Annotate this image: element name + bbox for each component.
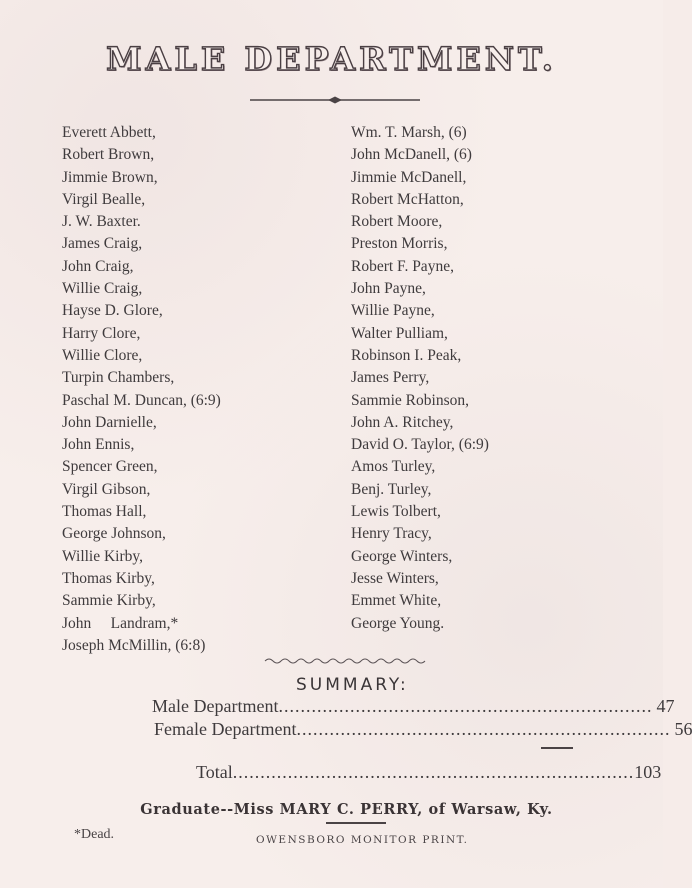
summary-title: SUMMARY: [296,675,409,695]
student-name: Sammie Robinson, [351,391,469,409]
student-name: Paschal M. Duncan, (6:9) [62,391,221,409]
summary-total-count: 103 [634,762,662,782]
summary-row-female [152,719,692,740]
student-name: Thomas Hall, [62,503,147,521]
student-name: Lewis Tolbert, [351,503,441,521]
student-name: Willie Clore, [62,346,143,364]
student-name: Hayse D. Glore, [62,302,163,320]
student-name: Harry Clore, [62,324,141,342]
student-name: John Craig, [62,257,134,275]
student-name: John Darnielle, [62,413,157,431]
dot-leader: .................................................................... [296,719,671,739]
footnote-dead: *Dead. [74,827,115,842]
names-column-left [62,122,221,657]
student-name: Joseph McMillin, (6:8) [62,636,206,654]
student-name: Everett Abbett, [62,124,156,141]
summary-female-label: Female Department [154,719,297,739]
student-name: Willie Payne, [351,302,435,320]
student-name: Jesse Winters, [351,569,439,587]
student-name: John McDanell, (6) [351,146,472,164]
student-name: Robinson I. Peak, [351,346,462,364]
student-name: John A. Ritchey, [351,413,454,431]
summary-male-count: 47 [656,696,675,716]
summary-total-label: Total [196,762,233,782]
student-name: Turpin Chambers, [62,369,175,387]
student-name: Henry Tracy, [351,525,432,543]
student-name: Virgil Bealle, [62,190,146,208]
student-name: J. W. Baxter. [62,213,141,231]
student-name: Virgil Gibson, [62,480,151,498]
student-name: John Payne, [351,280,426,298]
student-name: Wm. T. Marsh, (6) [351,124,467,141]
total-rule [541,747,573,749]
printer-imprint: OWENSBORO MONITOR PRINT. [256,834,469,846]
student-name: Robert Moore, [351,213,443,231]
student-name: Robert Brown, [62,146,155,164]
student-name: Robert McHatton, [351,190,464,208]
summary-row-total [196,762,662,783]
wavy-divider [265,657,425,665]
student-name: Jimmie McDanell, [351,168,467,186]
student-name: Spencer Green, [62,458,158,476]
student-name: Amos Turley, [351,458,436,476]
student-name: Preston Morris, [351,235,448,253]
student-name: Willie Craig, [62,280,143,298]
summary-male-label: Male Department [152,696,279,716]
student-name: Sammie Kirby, [62,592,156,610]
dot-leader: .................................................................... [278,696,653,716]
student-name: David O. Taylor, (6:9) [351,436,489,454]
student-name: George Winters, [351,547,453,565]
student-name: George Young. [351,614,445,632]
student-name: James Perry, [351,369,430,387]
student-name: Walter Pulliam, [351,324,448,342]
student-name: John Ennis, [62,436,135,454]
student-name: James Craig, [62,235,143,253]
student-name: Willie Kirby, [62,547,144,565]
ornament-divider [250,96,420,104]
student-name: Thomas Kirby, [62,569,155,587]
graduate-line: Graduate--Miss MARY C. PERRY, of Warsaw, Ky. [140,801,553,818]
footer-rule [326,822,386,824]
dot-leader: ......................................................................... [232,762,635,782]
student-name: Robert F. Payne, [351,257,454,275]
summary-female-count: 56 [674,719,692,739]
student-name: Benj. Turley, [351,480,432,498]
student-name: George Johnson, [62,525,166,543]
student-name: Emmet White, [351,592,442,610]
student-name: John Landram,* [62,614,179,632]
student-name: Jimmie Brown, [62,168,158,186]
page-heading: MALE DEPARTMENT. [106,40,557,78]
names-column-right [351,122,489,635]
summary-row-male [152,696,675,717]
